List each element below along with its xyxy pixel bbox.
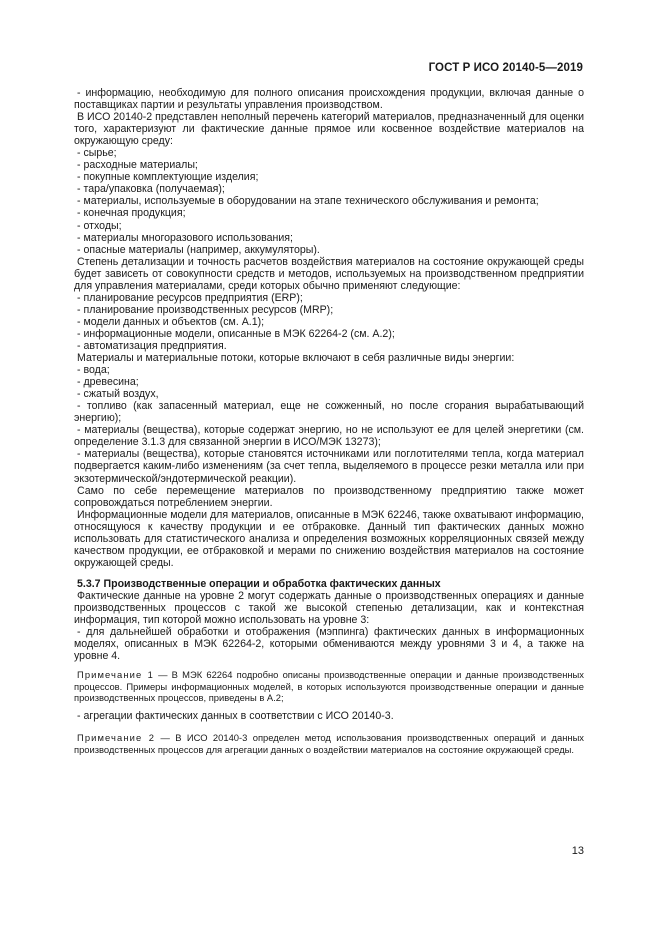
- note-label: Примечание 2: [77, 732, 156, 744]
- paragraph: Информационные модели для материалов, описанные в МЭК 62246, также охватывают информацию, относящуюся к качеству продукции и ее отбраковке. Данный тип фактических данных можно использовать для статистического анализа и определения возможных корреляционных связей между качеством продукции, ее отбраковкой и мерами по снижению воздействия материалов на состояние окружающей среды.: [74, 508, 584, 569]
- paragraph: - топливо (как запасенный материал, еще не сожженный, но после сгорания вырабатывающий энергию);: [74, 400, 584, 425]
- paragraph: - информацию, необходимую для полного описания происхождения продукции, включая данные о поставщиках партии и результаты управления производством.: [74, 87, 584, 112]
- paragraph: Фактические данные на уровне 2 могут содержать данные о производственных операциях и данные производственных процессов с такой же высокой степенью детализации, как и контекстная информация, тип которой можно использовать на уровне 3:: [74, 589, 584, 627]
- list-item: - тара/упаковка (получаемая);: [77, 183, 225, 196]
- section-heading: 5.3.7 Производственные операции и обработка фактических данных: [77, 577, 441, 590]
- document-header: ГОСТ Р ИСО 20140-5—2019: [428, 62, 583, 74]
- paragraph: Материалы и материальные потоки, которые включают в себя различные виды энергии:: [77, 352, 515, 365]
- document-body: [74, 87, 584, 755]
- note-label: Примечание 1: [77, 669, 154, 681]
- paragraph: Степень детализации и точность расчетов воздействия материалов на состояние окружающей среды будет зависеть от совокупности средств и методов, используемых на производственном предприятии для управления материалами, среди которых обычно применяют следующие:: [74, 255, 584, 292]
- list-item: - опасные материалы (например, аккумуляторы).: [77, 243, 320, 256]
- list-item: - покупные комплектующие изделия;: [77, 171, 259, 184]
- list-item: - сжатый воздух,: [77, 388, 159, 401]
- list-item: - вода;: [77, 364, 110, 377]
- list-item: - материалы многоразового использования;: [77, 231, 293, 244]
- list-item: - планирование производственных ресурсов (MRP);: [77, 303, 334, 316]
- paragraph: Само по себе перемещение материалов по производственному предприятию также может сопровождаться потреблением энергии.: [74, 484, 584, 509]
- list-item: - сырье;: [77, 147, 117, 160]
- energy-materials-list: [74, 364, 584, 400]
- list-item: - расходные материалы;: [77, 159, 198, 172]
- paragraph: - агрегации фактических данных в соответствии с ИСО 20140-3.: [77, 710, 394, 723]
- list-item: - модели данных и объектов (см. А.1);: [77, 315, 265, 328]
- paragraph: - материалы (вещества), которые становятся источниками или поглотителями тепла, когда материал подвергается каким-либо изменениям (за счет тепла, выделяемого в процессе резки металла или при экзотермической/эндотермической реакции).: [74, 448, 584, 485]
- page-number: 13: [571, 845, 584, 857]
- list-item: - материалы, используемые в оборудовании на этапе технического обслуживания и ремонта;: [77, 195, 539, 208]
- list-item: - планирование ресурсов предприятия (ERP);: [77, 291, 303, 304]
- note-2: [74, 732, 584, 755]
- material-categories-list: [74, 147, 584, 255]
- paragraph: - для дальнейшей обработки и отображения (мэппинга) фактических данных в информационных моделях, описанных в МЭК 62264-2, которыми обмениваются между уровнями 3 и 4, а также на уровне 4.: [74, 626, 584, 663]
- list-item: - автоматизация предприятия.: [77, 339, 227, 352]
- note-1: [74, 669, 584, 703]
- note-text: — В МЭК 62264 подробно описаны производственные операции и данные производственных процессов. Примеры информационных моделей, в которых используются производственные операции и данные производственных процессов, приведены в А.2;: [74, 669, 584, 704]
- list-item: - отходы;: [77, 219, 122, 232]
- list-item: - информационные модели, описанные в МЭК 62264-2 (см. А.2);: [77, 327, 395, 340]
- list-item: - древесина;: [77, 376, 139, 389]
- management-tools-list: [74, 292, 584, 352]
- note-text: — В ИСО 20140-3 определен метод использования производственных операций и данных производственных процессов для агрегации данных о воздействии материалов на состояние окружающей среды.: [74, 732, 584, 755]
- paragraph: В ИСО 20140-2 представлен неполный перечень категорий материалов, предназначенный для оценки того, характеризуют ли фактические данные прямое или косвенное воздействие материалов на окружающую среду:: [74, 111, 584, 148]
- paragraph: - материалы (вещества), которые содержат энергию, но не используют ее для целей энергетики (см. определение 3.1.3 для связанной энергии в ИСО/МЭК 13273);: [74, 424, 584, 449]
- list-item: - конечная продукция;: [77, 207, 186, 220]
